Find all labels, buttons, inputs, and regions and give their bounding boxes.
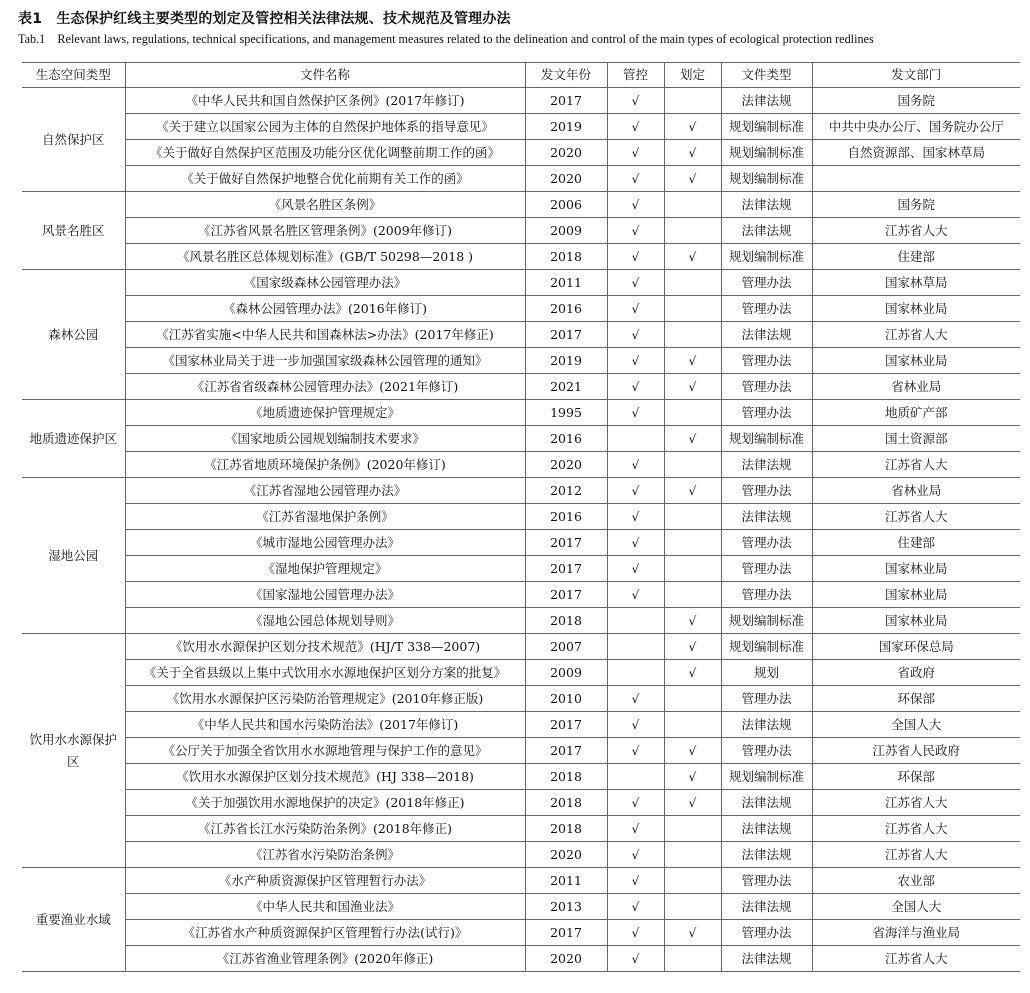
control-check-cell: [607, 660, 664, 686]
document-name-cell: 《江苏省湿地公园管理办法》: [125, 478, 525, 504]
year-cell: 2017: [525, 556, 607, 582]
year-cell: 2016: [525, 426, 607, 452]
department-cell: 江苏省人大: [812, 218, 1020, 244]
control-check-cell: √: [607, 322, 664, 348]
department-cell: 环保部: [812, 764, 1020, 790]
control-check-cell: √: [607, 114, 664, 140]
control-check-cell: √: [607, 738, 664, 764]
control-check-cell: √: [607, 946, 664, 972]
document-type-cell: 规划编制标准: [721, 608, 812, 634]
table-row: [22, 296, 1020, 322]
control-check-cell: √: [607, 140, 664, 166]
year-cell: 2017: [525, 582, 607, 608]
table-caption-english: Tab.1 Relevant laws, regulations, technical specifications, and management measures related to the delineation and control of the main types of ecological protection redlines: [18, 32, 874, 46]
document-name-cell: 《关于做好自然保护地整合优化前期有关工作的函》: [125, 166, 525, 192]
department-cell: 国家林业局: [812, 608, 1020, 634]
document-name-cell: 《国家级森林公园管理办法》: [125, 270, 525, 296]
table-row: [22, 400, 1020, 426]
document-type-cell: 管理办法: [721, 556, 812, 582]
department-cell: 住建部: [812, 530, 1020, 556]
document-type-cell: 法律法规: [721, 88, 812, 114]
year-cell: 2009: [525, 660, 607, 686]
delineate-check-cell: √: [664, 634, 721, 660]
document-type-cell: 法律法规: [721, 192, 812, 218]
year-cell: 2017: [525, 738, 607, 764]
year-cell: 2020: [525, 946, 607, 972]
control-check-cell: √: [607, 686, 664, 712]
table-row: [22, 426, 1020, 452]
document-name-cell: 《关于建立以国家公园为主体的自然保护地体系的指导意见》: [125, 114, 525, 140]
department-cell: 全国人大: [812, 712, 1020, 738]
year-cell: 2009: [525, 218, 607, 244]
document-name-cell: 《江苏省水污染防治条例》: [125, 842, 525, 868]
delineate-check-cell: [664, 582, 721, 608]
delineate-check-cell: √: [664, 920, 721, 946]
header-delineate: 划定: [664, 63, 721, 88]
department-cell: 江苏省人大: [812, 790, 1020, 816]
department-cell: 农业部: [812, 868, 1020, 894]
control-check-cell: √: [607, 88, 664, 114]
document-name-cell: 《国家林业局关于进一步加强国家级森林公园管理的通知》: [125, 348, 525, 374]
document-type-cell: 管理办法: [721, 374, 812, 400]
control-check-cell: √: [607, 790, 664, 816]
year-cell: 2007: [525, 634, 607, 660]
year-cell: 2011: [525, 868, 607, 894]
document-name-cell: 《饮用水水源保护区划分技术规范》(HJ 338—2018): [125, 764, 525, 790]
document-name-cell: 《饮用水水源保护区污染防治管理规定》(2010年修正版): [125, 686, 525, 712]
year-cell: 2020: [525, 452, 607, 478]
category-cell: 风景名胜区: [22, 192, 125, 270]
document-type-cell: 管理办法: [721, 920, 812, 946]
year-cell: 1995: [525, 400, 607, 426]
department-cell: 国务院: [812, 192, 1020, 218]
year-cell: 2017: [525, 88, 607, 114]
header-year: 发文年份: [525, 63, 607, 88]
year-cell: 2017: [525, 920, 607, 946]
table-row: [22, 738, 1020, 764]
document-type-cell: 管理办法: [721, 296, 812, 322]
document-type-cell: 规划编制标准: [721, 426, 812, 452]
document-type-cell: 法律法规: [721, 790, 812, 816]
year-cell: 2006: [525, 192, 607, 218]
year-cell: 2016: [525, 296, 607, 322]
department-cell: 江苏省人大: [812, 322, 1020, 348]
table-row: [22, 842, 1020, 868]
delineate-check-cell: [664, 192, 721, 218]
delineate-check-cell: [664, 894, 721, 920]
year-cell: 2020: [525, 166, 607, 192]
document-type-cell: 管理办法: [721, 738, 812, 764]
document-type-cell: 管理办法: [721, 868, 812, 894]
department-cell: 江苏省人大: [812, 946, 1020, 972]
control-check-cell: √: [607, 296, 664, 322]
department-cell: 住建部: [812, 244, 1020, 270]
table-row: [22, 868, 1020, 894]
document-name-cell: 《江苏省风景名胜区管理条例》(2009年修订): [125, 218, 525, 244]
control-check-cell: √: [607, 920, 664, 946]
control-check-cell: √: [607, 166, 664, 192]
document-name-cell: 《城市湿地公园管理办法》: [125, 530, 525, 556]
control-check-cell: √: [607, 374, 664, 400]
year-cell: 2016: [525, 504, 607, 530]
department-cell: 江苏省人大: [812, 816, 1020, 842]
year-cell: 2017: [525, 530, 607, 556]
control-check-cell: √: [607, 816, 664, 842]
document-name-cell: 《国家湿地公园管理办法》: [125, 582, 525, 608]
department-cell: 国家环保总局: [812, 634, 1020, 660]
delineate-check-cell: √: [664, 608, 721, 634]
control-check-cell: √: [607, 218, 664, 244]
table-row: [22, 556, 1020, 582]
document-name-cell: 《江苏省长江水污染防治条例》(2018年修正): [125, 816, 525, 842]
document-name-cell: 《湿地公园总体规划导则》: [125, 608, 525, 634]
year-cell: 2018: [525, 244, 607, 270]
table-row: [22, 114, 1020, 140]
control-check-cell: √: [607, 244, 664, 270]
document-type-cell: 管理办法: [721, 530, 812, 556]
control-check-cell: √: [607, 504, 664, 530]
document-name-cell: 《风景名胜区总体规划标准》(GB/T 50298—2018 ): [125, 244, 525, 270]
control-check-cell: [607, 634, 664, 660]
department-cell: 省林业局: [812, 374, 1020, 400]
control-check-cell: √: [607, 530, 664, 556]
control-check-cell: [607, 764, 664, 790]
department-cell: 江苏省人大: [812, 452, 1020, 478]
department-cell: 全国人大: [812, 894, 1020, 920]
document-type-cell: 规划编制标准: [721, 244, 812, 270]
delineate-check-cell: [664, 556, 721, 582]
control-check-cell: √: [607, 192, 664, 218]
table-row: [22, 322, 1020, 348]
header-space-type: 生态空间类型: [22, 63, 125, 88]
table-row: [22, 192, 1020, 218]
control-check-cell: √: [607, 712, 664, 738]
delineate-check-cell: √: [664, 244, 721, 270]
department-cell: 自然资源部、国家林草局: [812, 140, 1020, 166]
delineate-check-cell: [664, 686, 721, 712]
header-department: 发文部门: [812, 63, 1020, 88]
document-type-cell: 管理办法: [721, 686, 812, 712]
department-cell: 国家林业局: [812, 296, 1020, 322]
table-row: [22, 790, 1020, 816]
document-type-cell: 法律法规: [721, 842, 812, 868]
table-row: [22, 88, 1020, 114]
category-cell: 重要渔业水域: [22, 868, 125, 972]
table-row: [22, 946, 1020, 972]
document-name-cell: 《中华人民共和国水污染防治法》(2017年修订): [125, 712, 525, 738]
year-cell: 2017: [525, 712, 607, 738]
table-body: [22, 88, 1020, 972]
delineate-check-cell: [664, 296, 721, 322]
table-row: [22, 504, 1020, 530]
department-cell: 国家林业局: [812, 582, 1020, 608]
document-type-cell: 规划编制标准: [721, 114, 812, 140]
header-row: [22, 63, 1020, 88]
table-row: [22, 166, 1020, 192]
table-row: [22, 478, 1020, 504]
document-type-cell: 法律法规: [721, 218, 812, 244]
year-cell: 2010: [525, 686, 607, 712]
delineate-check-cell: [664, 218, 721, 244]
delineate-check-cell: [664, 946, 721, 972]
department-cell: 江苏省人大: [812, 504, 1020, 530]
table-row: [22, 894, 1020, 920]
year-cell: 2020: [525, 140, 607, 166]
table-row: [22, 270, 1020, 296]
delineate-check-cell: [664, 504, 721, 530]
department-cell: 国家林草局: [812, 270, 1020, 296]
delineate-check-cell: √: [664, 660, 721, 686]
document-name-cell: 《江苏省实施<中华人民共和国森林法>办法》(2017年修正): [125, 322, 525, 348]
year-cell: 2018: [525, 816, 607, 842]
table-row: [22, 218, 1020, 244]
category-cell: 森林公园: [22, 270, 125, 400]
control-check-cell: [607, 426, 664, 452]
control-check-cell: √: [607, 556, 664, 582]
document-name-cell: 《关于全省县级以上集中式饮用水水源地保护区划分方案的批复》: [125, 660, 525, 686]
delineate-check-cell: [664, 400, 721, 426]
regulations-table: [22, 62, 1020, 972]
document-name-cell: 《森林公园管理办法》(2016年修订): [125, 296, 525, 322]
document-type-cell: 管理办法: [721, 582, 812, 608]
department-cell: [812, 166, 1020, 192]
table-row: [22, 530, 1020, 556]
delineate-check-cell: √: [664, 140, 721, 166]
document-name-cell: 《风景名胜区条例》: [125, 192, 525, 218]
document-type-cell: 管理办法: [721, 478, 812, 504]
table-row: [22, 712, 1020, 738]
document-name-cell: 《江苏省省级森林公园管理办法》(2021年修订): [125, 374, 525, 400]
header-document-type: 文件类型: [721, 63, 812, 88]
department-cell: 江苏省人大: [812, 842, 1020, 868]
document-name-cell: 《江苏省湿地保护条例》: [125, 504, 525, 530]
document-type-cell: 管理办法: [721, 400, 812, 426]
document-type-cell: 规划: [721, 660, 812, 686]
document-name-cell: 《湿地保护管理规定》: [125, 556, 525, 582]
document-type-cell: 规划编制标准: [721, 634, 812, 660]
table-row: [22, 764, 1020, 790]
year-cell: 2018: [525, 764, 607, 790]
control-check-cell: √: [607, 478, 664, 504]
document-type-cell: 法律法规: [721, 322, 812, 348]
table-header: [22, 63, 1020, 88]
table-row: [22, 452, 1020, 478]
table-row: [22, 634, 1020, 660]
document-type-cell: 法律法规: [721, 712, 812, 738]
year-cell: 2019: [525, 114, 607, 140]
category-cell: 地质遗迹保护区: [22, 400, 125, 478]
year-cell: 2018: [525, 608, 607, 634]
delineate-check-cell: [664, 270, 721, 296]
table-caption-chinese: 表1 生态保护红线主要类型的划定及管控相关法律法规、技术规范及管理办法: [18, 11, 511, 27]
table-row: [22, 582, 1020, 608]
document-type-cell: 管理办法: [721, 270, 812, 296]
department-cell: 环保部: [812, 686, 1020, 712]
table-row: [22, 244, 1020, 270]
delineate-check-cell: [664, 868, 721, 894]
year-cell: 2021: [525, 374, 607, 400]
table-row: [22, 374, 1020, 400]
control-check-cell: √: [607, 842, 664, 868]
control-check-cell: √: [607, 894, 664, 920]
delineate-check-cell: [664, 816, 721, 842]
delineate-check-cell: √: [664, 348, 721, 374]
delineate-check-cell: √: [664, 738, 721, 764]
table-row: [22, 816, 1020, 842]
document-type-cell: 法律法规: [721, 894, 812, 920]
department-cell: 省海洋与渔业局: [812, 920, 1020, 946]
document-type-cell: 法律法规: [721, 816, 812, 842]
document-name-cell: 《公厅关于加强全省饮用水水源地管理与保护工作的意见》: [125, 738, 525, 764]
document-name-cell: 《地质遗迹保护管理规定》: [125, 400, 525, 426]
document-type-cell: 管理办法: [721, 348, 812, 374]
control-check-cell: √: [607, 582, 664, 608]
document-type-cell: 法律法规: [721, 452, 812, 478]
delineate-check-cell: [664, 712, 721, 738]
document-type-cell: 法律法规: [721, 946, 812, 972]
header-control: 管控: [607, 63, 664, 88]
year-cell: 2017: [525, 322, 607, 348]
table-row: [22, 140, 1020, 166]
document-type-cell: 规划编制标准: [721, 764, 812, 790]
document-name-cell: 《中华人民共和国渔业法》: [125, 894, 525, 920]
delineate-check-cell: √: [664, 114, 721, 140]
table-row: [22, 348, 1020, 374]
year-cell: 2012: [525, 478, 607, 504]
department-cell: 省政府: [812, 660, 1020, 686]
document-name-cell: 《江苏省水产种质资源保护区管理暂行办法(试行)》: [125, 920, 525, 946]
document-type-cell: 规划编制标准: [721, 166, 812, 192]
control-check-cell: √: [607, 270, 664, 296]
delineate-check-cell: √: [664, 790, 721, 816]
delineate-check-cell: √: [664, 764, 721, 790]
department-cell: 国务院: [812, 88, 1020, 114]
control-check-cell: √: [607, 452, 664, 478]
department-cell: 国家林业局: [812, 556, 1020, 582]
document-name-cell: 《饮用水水源保护区划分技术规范》(HJ/T 338—2007): [125, 634, 525, 660]
delineate-check-cell: [664, 322, 721, 348]
control-check-cell: √: [607, 400, 664, 426]
document-name-cell: 《江苏省渔业管理条例》(2020年修正): [125, 946, 525, 972]
department-cell: 国家林业局: [812, 348, 1020, 374]
table-row: [22, 608, 1020, 634]
delineate-check-cell: [664, 842, 721, 868]
year-cell: 2019: [525, 348, 607, 374]
document-type-cell: 规划编制标准: [721, 140, 812, 166]
delineate-check-cell: [664, 88, 721, 114]
year-cell: 2020: [525, 842, 607, 868]
year-cell: 2018: [525, 790, 607, 816]
department-cell: 省林业局: [812, 478, 1020, 504]
category-cell: 自然保护区: [22, 88, 125, 192]
delineate-check-cell: √: [664, 166, 721, 192]
control-check-cell: √: [607, 868, 664, 894]
category-cell: 饮用水水源保护区: [22, 634, 125, 868]
document-name-cell: 《水产种质资源保护区管理暂行办法》: [125, 868, 525, 894]
year-cell: 2013: [525, 894, 607, 920]
delineate-check-cell: [664, 452, 721, 478]
delineate-check-cell: √: [664, 374, 721, 400]
department-cell: 国土资源部: [812, 426, 1020, 452]
document-name-cell: 《江苏省地质环境保护条例》(2020年修订): [125, 452, 525, 478]
delineate-check-cell: [664, 530, 721, 556]
document-name-cell: 《中华人民共和国自然保护区条例》(2017年修订): [125, 88, 525, 114]
department-cell: 中共中央办公厅、国务院办公厅: [812, 114, 1020, 140]
document-name-cell: 《关于做好自然保护区范围及功能分区优化调整前期工作的函》: [125, 140, 525, 166]
department-cell: 地质矿产部: [812, 400, 1020, 426]
document-name-cell: 《关于加强饮用水源地保护的决定》(2018年修正): [125, 790, 525, 816]
table-row: [22, 660, 1020, 686]
table-row: [22, 920, 1020, 946]
control-check-cell: √: [607, 348, 664, 374]
delineate-check-cell: √: [664, 478, 721, 504]
year-cell: 2011: [525, 270, 607, 296]
control-check-cell: [607, 608, 664, 634]
table-row: [22, 686, 1020, 712]
delineate-check-cell: √: [664, 426, 721, 452]
document-name-cell: 《国家地质公园规划编制技术要求》: [125, 426, 525, 452]
category-cell: 湿地公园: [22, 478, 125, 634]
document-type-cell: 法律法规: [721, 504, 812, 530]
department-cell: 江苏省人民政府: [812, 738, 1020, 764]
header-document-name: 文件名称: [125, 63, 525, 88]
